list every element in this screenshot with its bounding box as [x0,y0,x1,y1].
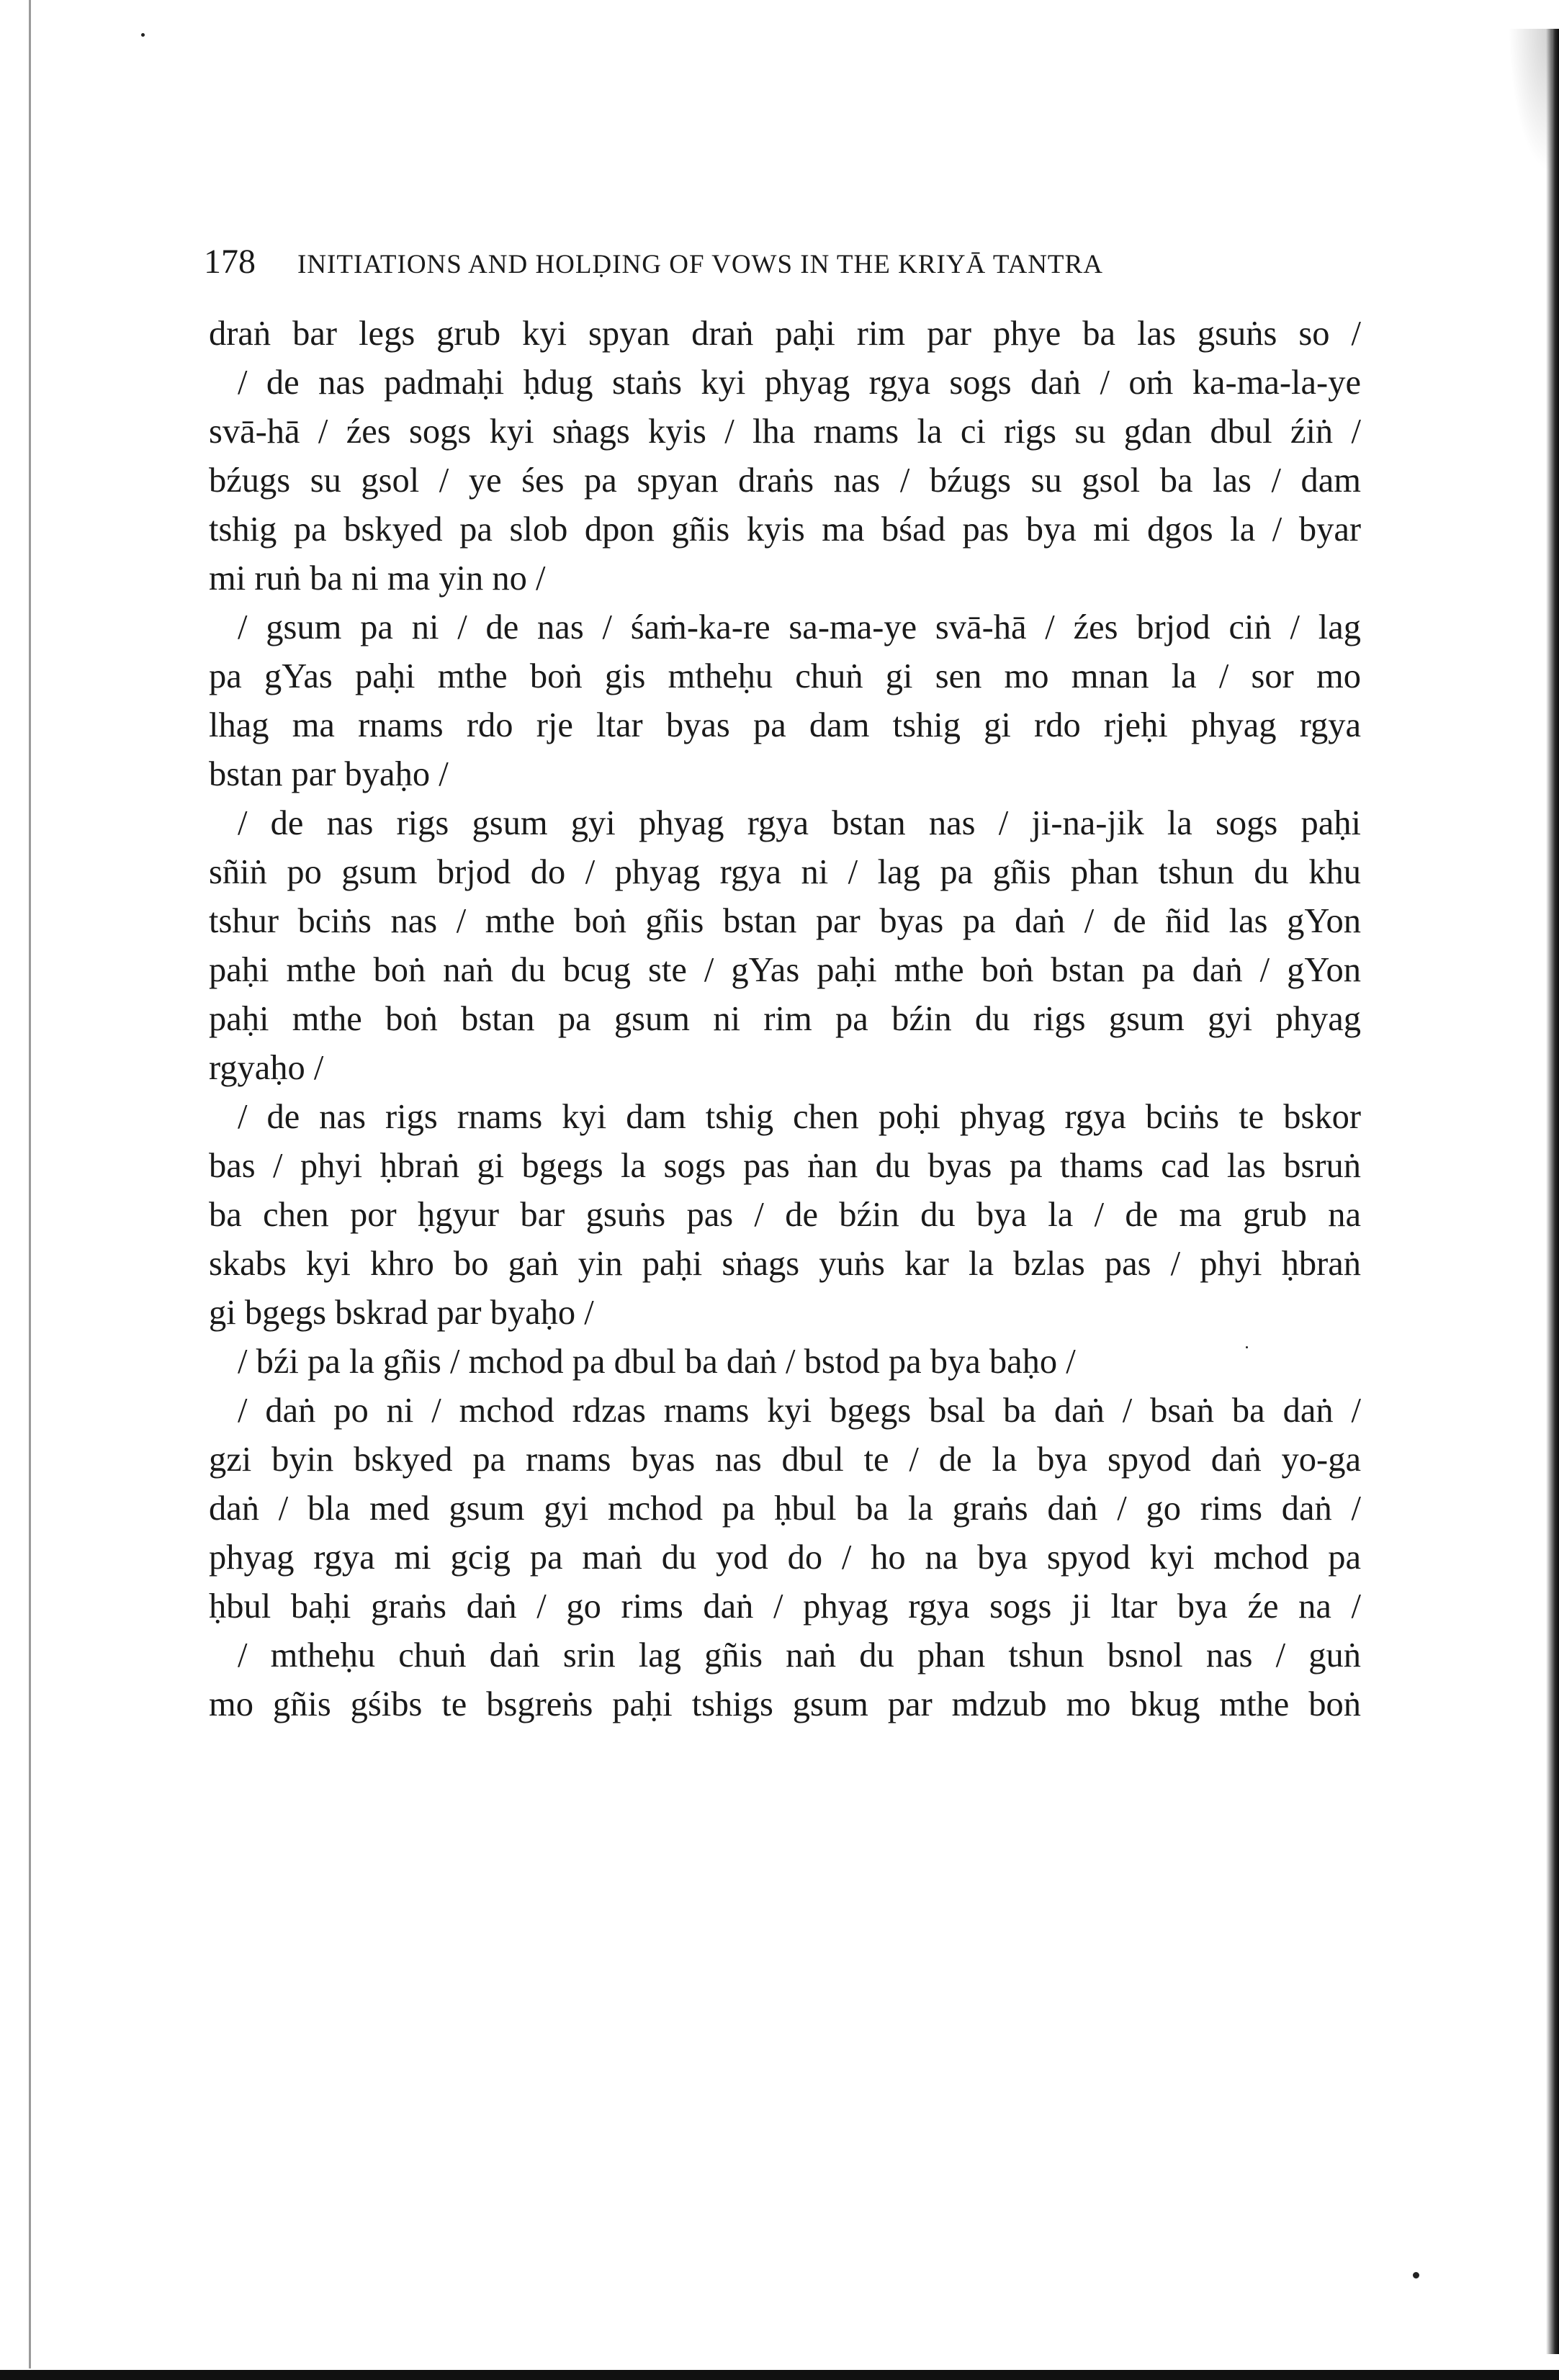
page-left-edge [29,0,31,2368]
text-line: skabs kyi khro bo gaṅ yin paḥi sṅags yuṅs kar la bzlas pas / phyi ḥbraṅ [209,1245,1361,1283]
text-line: draṅ bar legs grub kyi spyan draṅ paḥi rim par phye ba las gsuṅs so / [209,315,1361,353]
text-line: / mtheḥu chuṅ daṅ srin lag gñis naṅ du phan tshun bsnol nas / guṅ [238,1636,1361,1674]
text-line: / gsum pa ni / de nas / śaṁ-ka-re sa-ma-ye svā-hā / źes brjod ciṅ / lag [238,608,1361,646]
text-line: bstan par byaḥo / [209,755,449,793]
text-line: paḥi mthe boṅ naṅ du bcug ste / gYas paḥi mthe boṅ bstan pa daṅ / gYon [209,951,1361,989]
text-line: bas / phyi ḥbraṅ gi bgegs la sogs pas ṅan du byas pa thams cad las bsruṅ [209,1147,1361,1185]
text-line: / daṅ po ni / mchod rdzas rnams kyi bgegs bsal ba daṅ / bsaṅ ba daṅ / [238,1392,1361,1430]
text-line: gi bgegs bskrad par byaḥo / [209,1294,594,1332]
text-line: rgyaḥo / [209,1049,324,1087]
text-line: lhag ma rnams rdo rje ltar byas pa dam tshig gi rdo rjeḥi phyag rgya [209,706,1361,744]
text-line: tshur bciṅs nas / mthe boṅ gñis bstan par byas pa daṅ / de ñid las gYon [209,902,1361,940]
page-bottom-edge [0,2370,1559,2380]
text-line: gzi byin bskyed pa rnams byas nas dbul te / de la bya spyod daṅ yo-ga [209,1441,1361,1479]
text-line: paḥi mthe boṅ bstan pa gsum ni rim pa bźin du rigs gsum gyi phyag [209,1000,1361,1038]
text-line: sñiṅ po gsum brjod do / phyag rgya ni / lag pa gñis phan tshun du khu [209,853,1361,891]
scan-speck [141,33,145,37]
page-header [204,242,1103,292]
text-line: bźugs su gsol / ye śes pa spyan draṅs nas / bźugs su gsol ba las / dam [209,461,1361,500]
text-line: ba chen por ḥgyur bar gsuṅs pas / de bźin du bya la / de ma grub na [209,1196,1361,1234]
text-line: ḥbul baḥi graṅs daṅ / go rims daṅ / phyag rgya sogs ji ltar bya źe na / [209,1587,1361,1626]
body-text [209,310,1361,1729]
scan-speck [1413,2272,1419,2278]
running-head: INITIATIONS AND HOLḌING OF VOWS IN THE KRIYĀ TANTRA [297,250,1103,279]
binding-shadow [1546,29,1559,2354]
text-line: / de nas rigs rnams kyi dam tshig chen poḥi phyag rgya bciṅs te bskor [238,1098,1361,1136]
text-line: / de nas padmaḥi ḥdug staṅs kyi phyag rgya sogs daṅ / oṁ ka-ma-la-ye [238,364,1361,402]
text-line: / bźi pa la gñis / mchod pa dbul ba daṅ / bstod pa bya baḥo / [238,1343,1076,1381]
scan-smudge [1509,29,1552,173]
text-line: daṅ / bla med gsum gyi mchod pa ḥbul ba la graṅs daṅ / go rims daṅ / [209,1489,1361,1528]
text-line: mi ruṅ ba ni ma yin no / [209,559,546,598]
text-line: svā-hā / źes sogs kyi sṅags kyis / lha rnams la ci rigs su gdan dbul źiṅ / [209,413,1361,451]
text-line: / de nas rigs gsum gyi phyag rgya bstan nas / ji-na-jik la sogs paḥi [238,804,1361,842]
text-line: mo gñis gśibs te bsgreṅs paḥi tshigs gsum par mdzub mo bkug mthe boṅ [209,1685,1361,1723]
text-line: phyag rgya mi gcig pa maṅ du yod do / ho na bya spyod kyi mchod pa [209,1538,1361,1577]
text-line: pa gYas paḥi mthe boṅ gis mtheḥu chuṅ gi sen mo mnan la / sor mo [209,657,1361,695]
page-number: 178 [204,243,256,281]
text-line: tshig pa bskyed pa slob dpon gñis kyis ma bśad pas bya mi dgos la / byar [209,510,1361,549]
